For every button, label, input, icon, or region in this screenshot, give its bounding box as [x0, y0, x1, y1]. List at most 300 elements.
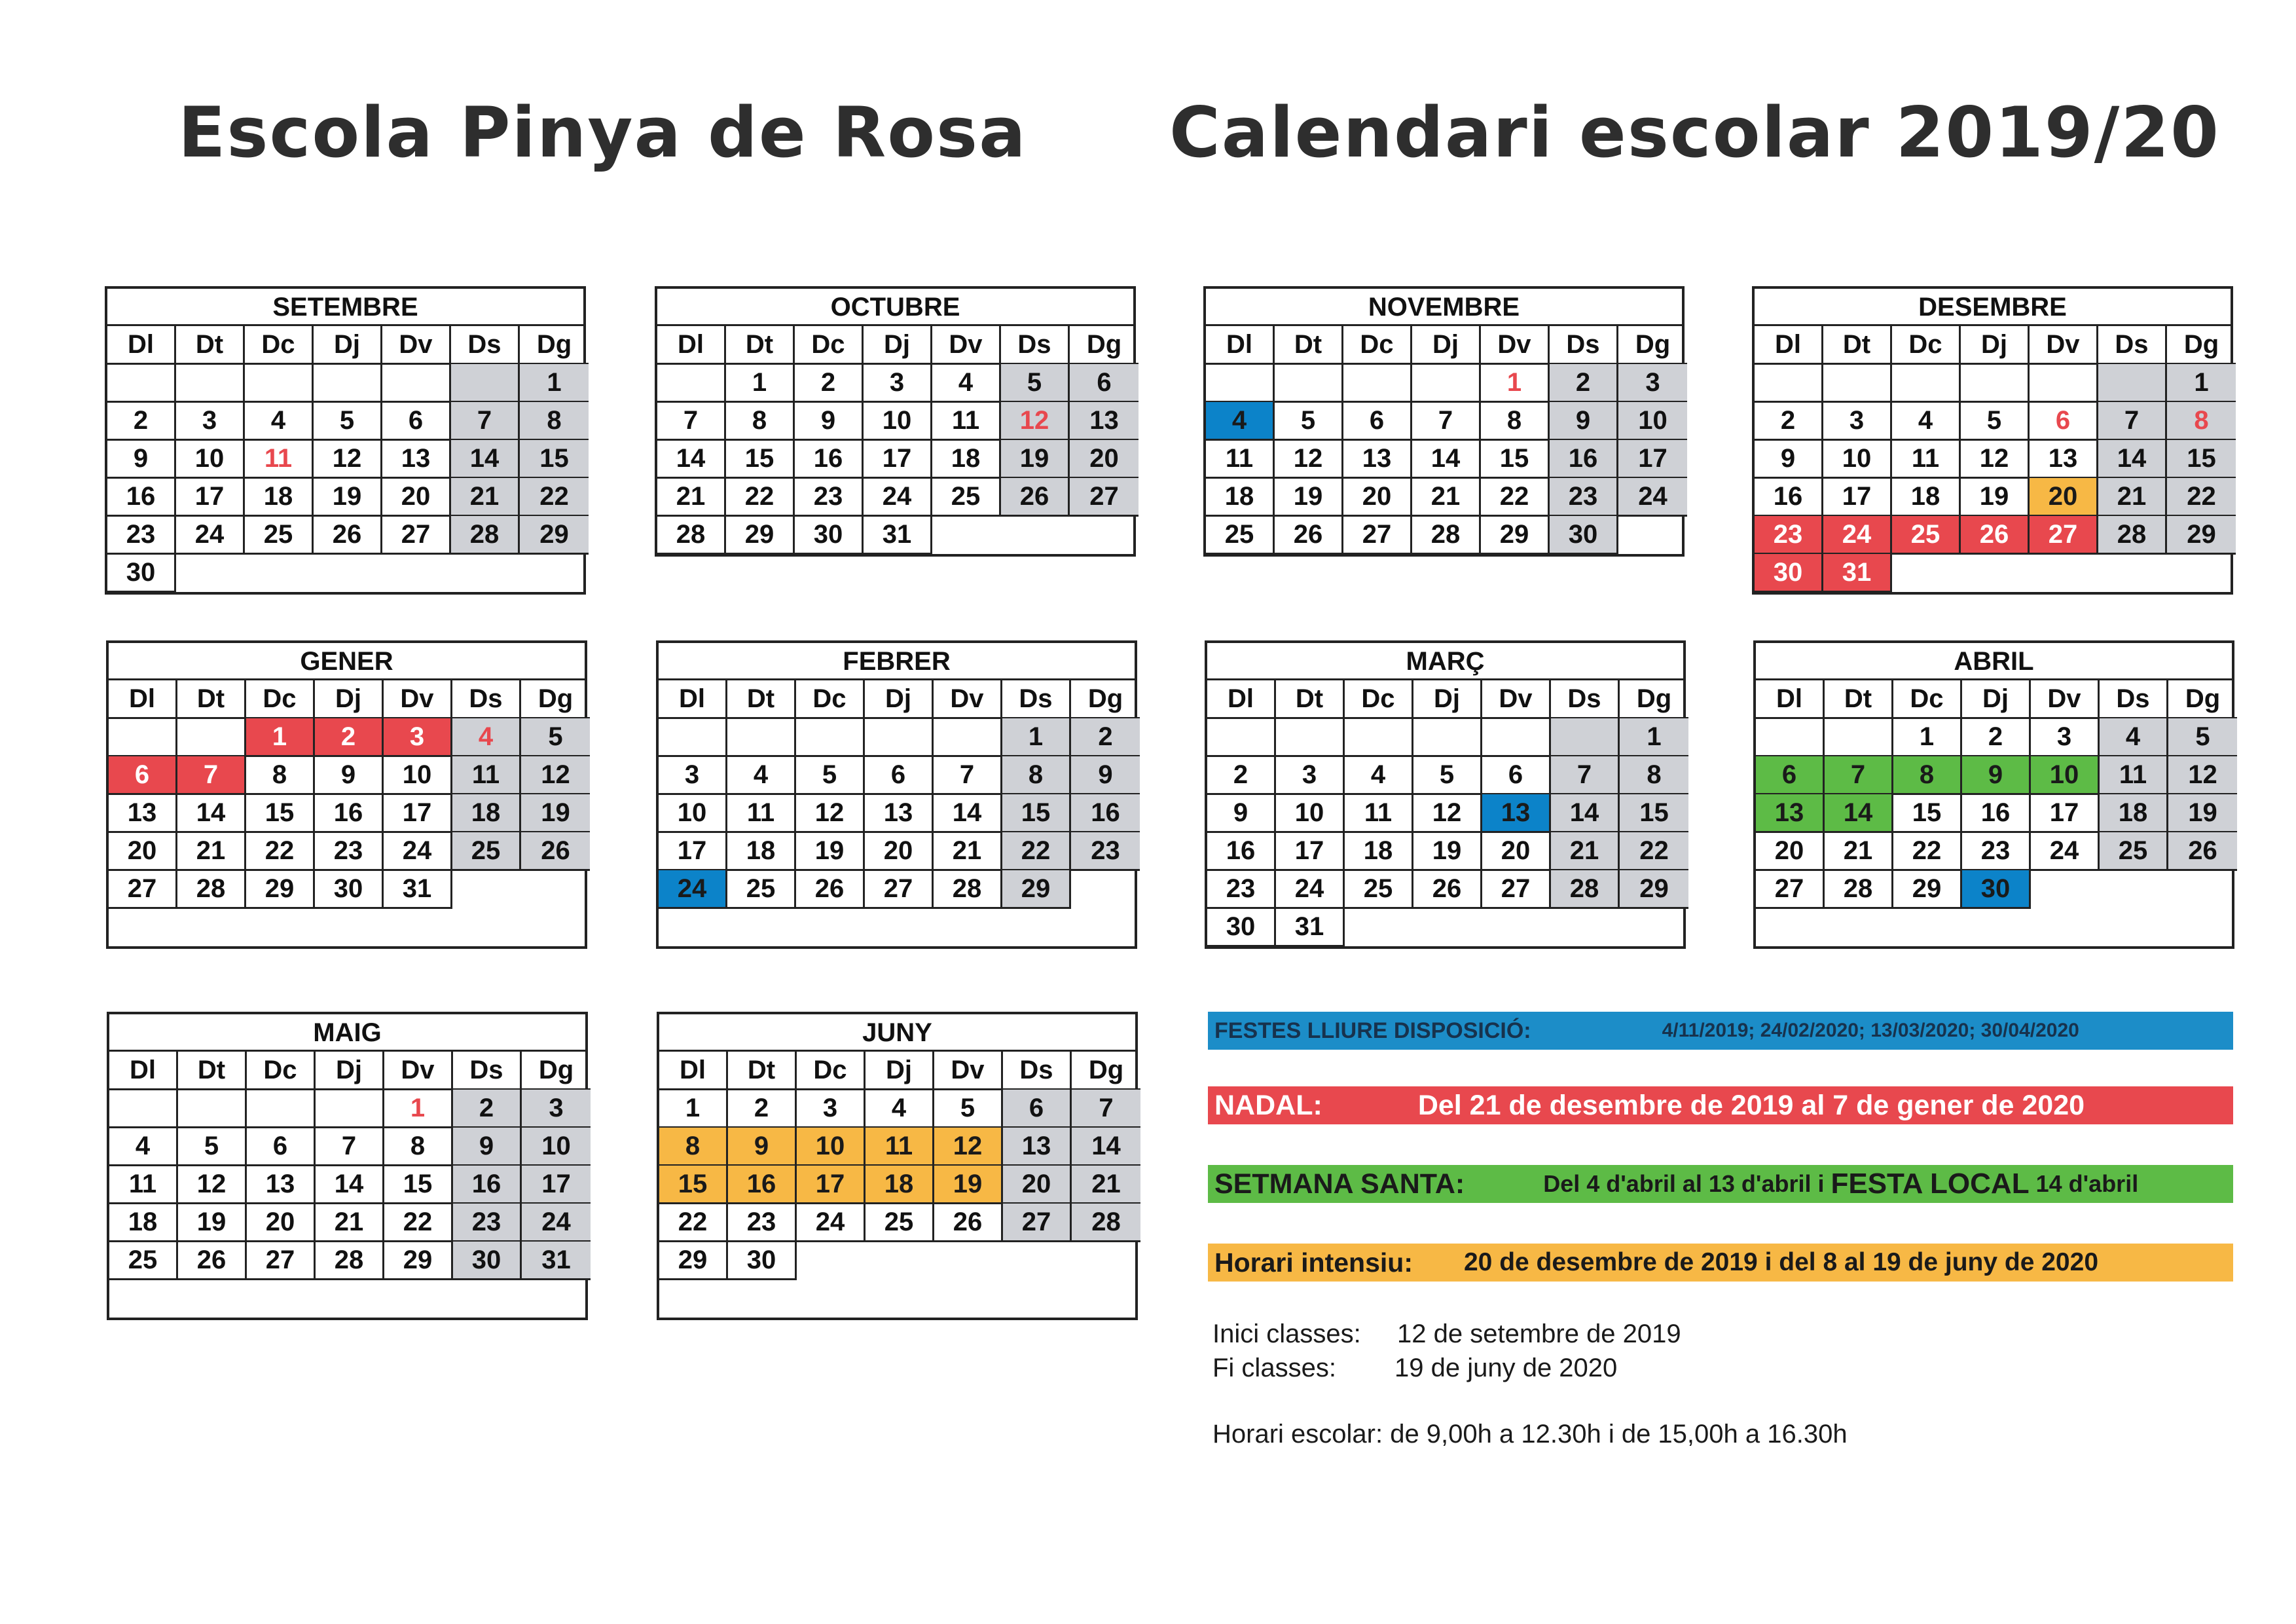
weekday-label: Ds [452, 680, 521, 719]
day-cell: 6 [247, 1128, 316, 1166]
day-cell: 31 [864, 516, 932, 555]
empty-day-cell [865, 908, 934, 946]
day-cell: 19 [178, 1204, 247, 1242]
day-cell: 15 [246, 794, 315, 833]
day-cell: 3 [1618, 364, 1687, 403]
day-cell: 21 [1412, 478, 1481, 517]
day-cell: 17 [659, 832, 727, 871]
empty-day-cell [797, 1242, 866, 1280]
weekday-header [1207, 680, 1683, 718]
day-cell: 25 [2100, 832, 2168, 871]
day-cell: 14 [2098, 440, 2167, 479]
day-cell: 8 [1620, 756, 1688, 795]
day-cell: 21 [1072, 1166, 1140, 1204]
day-cell: 20 [1003, 1166, 1072, 1204]
day-cell: 2 [728, 1090, 797, 1128]
day-cell: 3 [384, 718, 452, 757]
legend-nadal [1208, 1086, 2233, 1124]
day-cell: 25 [1206, 516, 1275, 555]
weekday-label: Dj [316, 1052, 384, 1090]
day-cell: 10 [176, 440, 245, 479]
day-cell: 24 [2031, 832, 2100, 871]
day-cell: 17 [384, 794, 452, 833]
day-cell: 1 [1481, 364, 1550, 403]
day-cell: 28 [1072, 1204, 1140, 1242]
legend-festes-value: 4/11/2019; 24/02/2020; 13/03/2020; 30/04/2020 [1662, 1020, 2079, 1041]
day-cell: 3 [1823, 402, 1892, 441]
empty-day-cell [1962, 908, 2031, 946]
day-cell: 23 [107, 516, 176, 555]
weekday-label: Dj [314, 326, 382, 365]
day-cell: 15 [2167, 440, 2236, 479]
weekday-label: Dl [107, 326, 176, 365]
empty-day-cell [453, 1280, 522, 1318]
legend-horari-label: Horari intensiu: [1214, 1247, 1413, 1278]
day-cell: 13 [109, 794, 177, 833]
empty-day-cell [1072, 1280, 1140, 1318]
day-cell: 22 [1002, 832, 1071, 871]
empty-day-cell [1482, 718, 1551, 757]
month-title: FEBRER [659, 643, 1135, 680]
weekday-label: Dc [247, 1052, 316, 1090]
day-cell: 4 [1206, 402, 1275, 441]
day-cell: 8 [1481, 402, 1550, 441]
day-cell: 19 [796, 832, 865, 871]
school-title: Escola Pinya de Rosa [178, 92, 1027, 173]
weekday-label: Dc [797, 1052, 866, 1090]
weekday-label: Ds [1551, 680, 1620, 719]
day-cell: 7 [316, 1128, 384, 1166]
day-cell: 28 [177, 870, 246, 909]
day-cell: 12 [521, 756, 590, 795]
day-cell: 24 [1618, 478, 1687, 517]
day-cell: 7 [1551, 756, 1620, 795]
day-cell: 9 [453, 1128, 522, 1166]
day-cell: 20 [109, 832, 177, 871]
day-cell: 16 [1755, 478, 1823, 517]
day-cell: 25 [727, 870, 796, 909]
day-cell: 2 [453, 1090, 522, 1128]
week-row [657, 402, 1133, 440]
weekday-header [1206, 326, 1682, 364]
empty-day-cell [452, 908, 521, 946]
empty-day-cell [1755, 364, 1823, 403]
day-cell: 24 [1823, 516, 1892, 555]
day-cell: 18 [452, 794, 521, 833]
week-row [109, 1242, 585, 1280]
week-row [1207, 832, 1683, 870]
day-cell: 29 [2167, 516, 2236, 555]
day-cell: 9 [728, 1128, 797, 1166]
weekday-label: Dl [1756, 680, 1825, 719]
day-cell: 5 [314, 402, 382, 441]
day-cell: 26 [934, 1204, 1003, 1242]
empty-day-cell [1002, 908, 1071, 946]
weekday-label: Dv [932, 326, 1001, 365]
day-cell: 30 [728, 1242, 797, 1280]
empty-day-cell [2168, 908, 2237, 946]
day-cell: 20 [1070, 440, 1139, 479]
day-cell: 27 [109, 870, 177, 909]
day-cell: 16 [1071, 794, 1140, 833]
day-cell: 18 [1345, 832, 1413, 871]
day-cell: 21 [1825, 832, 1893, 871]
day-cell: 20 [865, 832, 934, 871]
day-cell: 10 [384, 756, 452, 795]
day-cell: 24 [384, 832, 452, 871]
day-cell: 15 [384, 1166, 453, 1204]
day-cell: 7 [1072, 1090, 1140, 1128]
empty-day-cell [1413, 718, 1482, 757]
week-row [1206, 478, 1682, 516]
empty-day-cell [934, 1242, 1003, 1280]
weekday-label: Dj [865, 680, 934, 719]
day-cell: 24 [1276, 870, 1345, 909]
week-row [1206, 364, 1682, 402]
empty-day-cell [178, 1090, 247, 1128]
day-cell: 17 [522, 1166, 591, 1204]
day-cell: 9 [1755, 440, 1823, 479]
day-cell: 19 [2168, 794, 2237, 833]
day-cell: 10 [1276, 794, 1345, 833]
empty-day-cell [797, 1280, 866, 1318]
empty-day-cell [521, 908, 590, 946]
weekday-header [109, 1052, 585, 1090]
day-cell: 28 [451, 516, 520, 555]
day-cell: 8 [1002, 756, 1071, 795]
day-cell: 23 [315, 832, 384, 871]
day-cell: 8 [384, 1128, 453, 1166]
empty-day-cell [1756, 908, 1825, 946]
day-cell: 28 [1412, 516, 1481, 555]
week-row [109, 1280, 585, 1318]
weekday-label: Dc [245, 326, 314, 365]
day-cell: 21 [451, 478, 520, 517]
day-cell: 6 [2030, 402, 2098, 441]
day-cell: 10 [797, 1128, 866, 1166]
day-cell: 1 [1893, 718, 1962, 757]
day-cell: 8 [2167, 402, 2236, 441]
empty-day-cell [245, 554, 314, 593]
weekday-label: Dl [1207, 680, 1276, 719]
day-cell: 1 [520, 364, 589, 403]
month-maig [107, 1012, 588, 1320]
day-cell: 4 [1892, 402, 1961, 441]
day-cell: 12 [314, 440, 382, 479]
weekday-header [107, 326, 583, 364]
legend-horari-intensiu [1208, 1244, 2233, 1282]
week-row [1756, 756, 2232, 794]
day-cell: 20 [1756, 832, 1825, 871]
day-cell: 27 [1482, 870, 1551, 909]
week-row [657, 364, 1133, 402]
day-cell: 22 [384, 1204, 453, 1242]
day-cell: 11 [109, 1166, 178, 1204]
week-row [659, 718, 1135, 756]
day-cell: 15 [659, 1166, 728, 1204]
week-row [659, 1166, 1135, 1204]
day-cell: 10 [2031, 756, 2100, 795]
empty-day-cell [177, 718, 246, 757]
day-cell: 29 [1002, 870, 1071, 909]
day-cell: 12 [1413, 794, 1482, 833]
day-cell: 7 [451, 402, 520, 441]
day-cell: 13 [1070, 402, 1139, 441]
month-title: MAIG [109, 1014, 585, 1052]
day-cell: 20 [382, 478, 451, 517]
day-cell: 6 [1003, 1090, 1072, 1128]
day-cell: 3 [2031, 718, 2100, 757]
weekday-label: Ds [1550, 326, 1618, 365]
weekday-label: Ds [1003, 1052, 1072, 1090]
week-row [1755, 478, 2231, 516]
empty-day-cell [865, 718, 934, 757]
day-cell: 5 [796, 756, 865, 795]
day-cell: 18 [866, 1166, 934, 1204]
empty-day-cell [1551, 908, 1620, 947]
day-cell: 29 [1893, 870, 1962, 909]
day-cell: 5 [2168, 718, 2237, 757]
weekday-label: Dc [1343, 326, 1412, 365]
empty-day-cell [934, 718, 1002, 757]
weekday-label: Ds [1002, 680, 1071, 719]
legend-setmana-santa [1208, 1165, 2233, 1203]
day-cell: 22 [1481, 478, 1550, 517]
day-cell: 13 [382, 440, 451, 479]
week-row [1755, 440, 2231, 478]
day-cell: 10 [522, 1128, 591, 1166]
day-cell: 13 [247, 1166, 316, 1204]
day-cell: 14 [177, 794, 246, 833]
day-cell: 19 [1001, 440, 1070, 479]
day-cell: 13 [2030, 440, 2098, 479]
weekday-label: Dj [1961, 326, 2030, 365]
weekday-label: Dv [2030, 326, 2098, 365]
week-row [659, 1242, 1135, 1280]
empty-day-cell [2030, 554, 2098, 593]
empty-day-cell [2031, 870, 2100, 909]
weekday-label: Dt [1276, 680, 1345, 719]
day-cell: 7 [657, 402, 726, 441]
day-cell: 14 [1072, 1128, 1140, 1166]
day-cell: 19 [934, 1166, 1003, 1204]
empty-day-cell [796, 718, 865, 757]
empty-day-cell [1003, 1242, 1072, 1280]
day-cell: 3 [176, 402, 245, 441]
week-row [659, 1204, 1135, 1242]
day-cell: 31 [384, 870, 452, 909]
weekday-label: Dj [315, 680, 384, 719]
weekday-header [659, 1052, 1135, 1090]
day-cell: 25 [932, 478, 1001, 517]
month-desembre [1752, 286, 2233, 595]
weekday-label: Dj [866, 1052, 934, 1090]
day-cell: 31 [1276, 908, 1345, 947]
weekday-label: Dt [727, 680, 796, 719]
empty-day-cell [1892, 554, 1961, 593]
day-cell: 17 [2031, 794, 2100, 833]
empty-day-cell [728, 1280, 797, 1318]
weekday-label: Dv [2031, 680, 2100, 719]
legend-festa-local: FESTA LOCAL [1831, 1168, 2030, 1200]
day-cell: 6 [109, 756, 177, 795]
weekday-label: Dv [382, 326, 451, 365]
month-title: GENER [109, 643, 585, 680]
day-cell: 27 [865, 870, 934, 909]
day-cell: 5 [1961, 402, 2030, 441]
day-cell: 24 [176, 516, 245, 555]
empty-day-cell [1003, 1280, 1072, 1318]
day-cell: 30 [1962, 870, 2031, 909]
day-cell: 4 [2100, 718, 2168, 757]
day-cell: 13 [1482, 794, 1551, 833]
day-cell: 9 [315, 756, 384, 795]
day-cell: 3 [797, 1090, 866, 1128]
day-cell: 22 [246, 832, 315, 871]
weekday-label: Dc [1345, 680, 1413, 719]
day-cell: 16 [1962, 794, 2031, 833]
day-cell: 22 [1893, 832, 1962, 871]
day-cell: 26 [796, 870, 865, 909]
day-cell: 3 [522, 1090, 591, 1128]
week-row [1206, 440, 1682, 478]
day-cell: 28 [657, 516, 726, 555]
week-row [109, 1204, 585, 1242]
day-cell: 24 [659, 870, 727, 909]
weekday-label: Dl [1206, 326, 1275, 365]
day-cell: 16 [453, 1166, 522, 1204]
day-cell: 7 [1412, 402, 1481, 441]
day-cell: 12 [934, 1128, 1003, 1166]
day-cell: 14 [316, 1166, 384, 1204]
month-setembre [105, 286, 586, 595]
empty-day-cell [934, 1280, 1003, 1318]
day-cell: 28 [316, 1242, 384, 1280]
day-cell: 11 [1345, 794, 1413, 833]
weekday-label: Ds [453, 1052, 522, 1090]
day-cell: 17 [1823, 478, 1892, 517]
weekday-label: Dt [178, 1052, 247, 1090]
day-cell: 6 [1070, 364, 1139, 403]
empty-day-cell [2168, 870, 2237, 909]
day-cell: 18 [1892, 478, 1961, 517]
day-cell: 28 [1551, 870, 1620, 909]
legend-nadal-label: NADAL: [1214, 1089, 1322, 1121]
day-cell: 26 [2168, 832, 2237, 871]
day-cell: 10 [659, 794, 727, 833]
day-cell: 3 [864, 364, 932, 403]
empty-day-cell [520, 554, 589, 593]
week-row [109, 870, 585, 908]
weekday-label: Dv [384, 680, 452, 719]
month-title: NOVEMBRE [1206, 289, 1682, 326]
day-cell: 17 [1276, 832, 1345, 871]
weekday-label: Dt [726, 326, 795, 365]
week-row [109, 718, 585, 756]
info-fi-classes [1212, 1354, 1617, 1383]
day-cell: 7 [2098, 402, 2167, 441]
weekday-label: Dj [1413, 680, 1482, 719]
empty-day-cell [176, 554, 245, 593]
legend-setmana-label: SETMANA SANTA: [1214, 1168, 1465, 1200]
weekday-label: Dg [1071, 680, 1140, 719]
weekday-label: Dc [1892, 326, 1961, 365]
day-cell: 7 [934, 756, 1002, 795]
day-cell: 23 [1071, 832, 1140, 871]
day-cell: 5 [178, 1128, 247, 1166]
day-cell: 19 [1413, 832, 1482, 871]
day-cell: 11 [1206, 440, 1275, 479]
day-cell: 16 [1207, 832, 1276, 871]
day-cell: 1 [1002, 718, 1071, 757]
day-cell: 18 [2100, 794, 2168, 833]
weekday-label: Dv [384, 1052, 453, 1090]
weekday-label: Dj [864, 326, 932, 365]
day-cell: 4 [452, 718, 521, 757]
month-title: MARÇ [1207, 643, 1683, 680]
day-cell: 12 [796, 794, 865, 833]
day-cell: 13 [1343, 440, 1412, 479]
empty-day-cell [315, 908, 384, 946]
month-març [1205, 640, 1686, 949]
empty-day-cell [866, 1242, 934, 1280]
day-cell: 24 [864, 478, 932, 517]
day-cell: 1 [246, 718, 315, 757]
day-cell: 2 [1550, 364, 1618, 403]
day-cell: 4 [727, 756, 796, 795]
day-cell: 4 [866, 1090, 934, 1128]
day-cell: 26 [1413, 870, 1482, 909]
day-cell: 12 [2168, 756, 2237, 795]
empty-day-cell [1207, 718, 1276, 757]
week-row [659, 870, 1135, 908]
empty-day-cell [659, 718, 727, 757]
day-cell: 30 [1550, 516, 1618, 555]
week-row [1755, 554, 2231, 592]
day-cell: 17 [1618, 440, 1687, 479]
day-cell: 22 [520, 478, 589, 517]
day-cell: 23 [1550, 478, 1618, 517]
day-cell: 26 [1275, 516, 1343, 555]
day-cell: 25 [866, 1204, 934, 1242]
empty-day-cell [314, 554, 382, 593]
weekday-label: Dt [1823, 326, 1892, 365]
empty-day-cell [1276, 718, 1345, 757]
week-row [109, 832, 585, 870]
day-cell: 29 [246, 870, 315, 909]
weekday-label: Dv [934, 680, 1002, 719]
day-cell: 17 [797, 1166, 866, 1204]
weekday-label: Dt [177, 680, 246, 719]
day-cell: 18 [727, 832, 796, 871]
empty-day-cell [2031, 908, 2100, 946]
day-cell: 19 [1961, 478, 2030, 517]
weekday-label: Dg [520, 326, 589, 365]
day-cell: 30 [107, 554, 176, 593]
weekday-header [1755, 326, 2231, 364]
empty-day-cell [247, 1090, 316, 1128]
day-cell: 23 [453, 1204, 522, 1242]
day-cell: 16 [107, 478, 176, 517]
day-cell: 30 [315, 870, 384, 909]
day-cell: 2 [1207, 756, 1276, 795]
week-row [109, 1166, 585, 1204]
weekday-label: Dg [1072, 1052, 1140, 1090]
empty-day-cell [1413, 908, 1482, 947]
day-cell: 22 [2167, 478, 2236, 517]
empty-day-cell [727, 908, 796, 946]
empty-day-cell [314, 364, 382, 403]
